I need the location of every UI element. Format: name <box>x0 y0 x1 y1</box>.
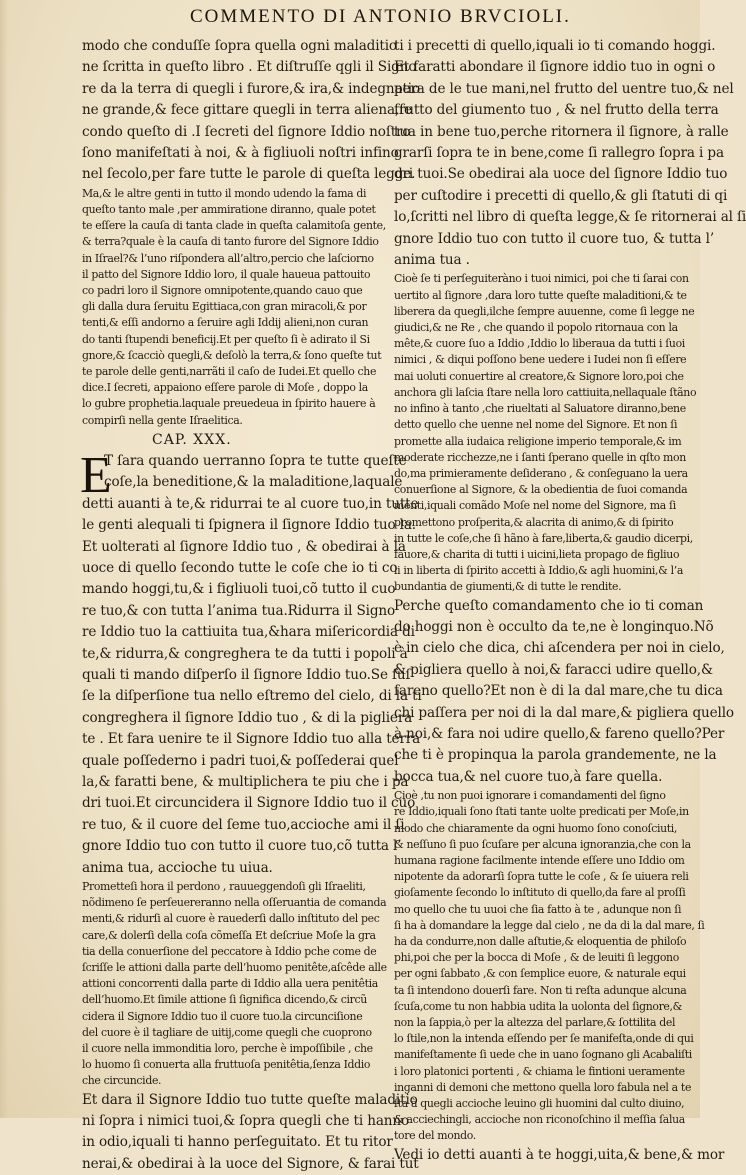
text-line: non la ſappia,ò per la altezza del parlare,& ſottilita del <box>394 1016 676 1030</box>
text-line: nimici , & diqui poſſono bene uedere i Iudei non ſi eſſere <box>394 353 687 367</box>
text-line: detti auanti à te,& ridurrai te al cuore tuo,in tutte <box>82 495 419 512</box>
text-line: in Iſrael?& l’uno riſpondera all’altro,percio che laſciorno <box>82 251 374 265</box>
chapter-heading: CAP. XXX. <box>152 431 232 448</box>
text-line: in tutte le coſe,che ſi hãno à fare,liberta,& gaudio dicerpi, <box>394 531 693 545</box>
text-line: nel ſecolo,per fare tutte le parole di queſta legge. <box>82 166 416 183</box>
text-line: liberera da quegli,ilche ſempre auuenne, come ſi legge ne <box>394 304 695 318</box>
text-line: Et faratti abondare il ſignore iddio tuo in ogni o <box>394 59 716 76</box>
text-line: dri tuoi.Et circuncidera il Signore Iddio tuo il cuo <box>82 795 416 812</box>
text-line: modo che conduſſe ſopra quella ogni maladitio <box>82 38 397 54</box>
text-line: Ma,& le altre genti in tutto il mondo udendo la fama di <box>82 186 367 200</box>
text-line: Cioè ſe ti perſeguiteràno i tuoi nimici, poi che ti ſarai con <box>394 272 689 286</box>
text-line: menti,iquali comãdo Moſe nel nome del Signore, ma ſi <box>394 499 676 513</box>
text-line: ni ſopra i nimici tuoi,& ſopra quegli che ti hanno <box>82 1113 410 1130</box>
text-line: gnore Iddio tuo con tutto il cuore tuo,cõ tutta l’ <box>82 838 402 855</box>
right-block-3 <box>394 596 734 789</box>
left-block-5 <box>82 1090 419 1175</box>
text-line: tenti,& eſſi andorno a ſeruire agli Iddij alieni,non curan <box>82 316 369 330</box>
text-line: ne grande,& fece gittare quegli in terra aliena,ſe <box>82 102 412 119</box>
text-line: menti,& ridurſi al cuore è rauederſi dallo inſtituto del pec <box>82 912 380 926</box>
text-line: i loro platonici portenti , & chiama le fintioni ueramente <box>394 1064 685 1078</box>
text-line: mando hoggi,tu,& i figliuoli tuoi,cõ tutto il cuo <box>82 581 396 598</box>
text-line: lo ſtile,non la intenda eſſendo per ſe manifeſta,onde di qui <box>394 1032 694 1046</box>
text-line: bundantia de giumenti,& di tutte le rendite. <box>394 580 622 594</box>
text-line: re da la terra di quegli i furore,& ira,& indegnatio <box>82 80 421 97</box>
text-line: lo,ſcritti nel libro di queſta legge,& ſe ritornerai al ſi <box>394 209 746 226</box>
text-line: care,& dolerſi della coſa cõmeſſa Et deſcriue Moſe la gra <box>82 928 376 942</box>
running-head: COMMENTO DI ANTONIO BRVCIOLI. <box>190 6 571 27</box>
text-line: & pigliera quello à noi,& faracci udire quello,& <box>394 661 713 678</box>
text-line: uoce di quello ſecondo tutte le coſe che io ti co <box>82 559 398 576</box>
text-line: re tuo,& con tutta l’anima tua.Ridurra il Signo <box>82 602 396 619</box>
text-line: te . Et fara uenire te il Signore Iddio tuo alla terra <box>82 731 421 748</box>
right-block-5 <box>394 1145 725 1166</box>
chapter-opening <box>80 446 422 879</box>
text-line: ti i precetti di quello,iquali io ti comando hoggi. <box>394 38 716 54</box>
text-line: Et dara il Signore Iddio tuo tutte queſte maladitio <box>82 1091 418 1108</box>
text-line: tia della conuerſione del peccatore à Iddio pche come de <box>82 944 377 958</box>
text-line: te parole delle genti,narrãti il caſo de Iudei.Et quello che <box>82 365 377 379</box>
text-line: lo huomo ſi conuerta alla fruttuoſa penitêtia,ſenza Iddio <box>82 1058 371 1072</box>
text-line: gnore Iddio tuo con tutto il cuore tuo, & tutta l’ <box>394 230 715 247</box>
text-line: attioni concorrenti dalla parte di Iddio alla uera penitêtia <box>82 977 378 991</box>
text-line: promette alla iudaica religione imperio temporale,& im <box>394 434 682 448</box>
text-line: gli dalla dura ſeruitu Egittiaca,con gran miracoli,& por <box>82 300 367 314</box>
text-line: che ti è propinqua la parola grandemente, ne la <box>394 747 717 764</box>
text-line: tua in bene tuo,perche ritornera il ſignore, à ralle <box>394 123 729 140</box>
text-line: che circuncide. <box>82 1074 162 1088</box>
text-line: chi paſſera per noi di la dal mare,& pigliera quello <box>394 704 734 721</box>
text-line: gnore,& ſcacciò quegli,& deſolò la terra,& ſono queſte tut <box>82 348 382 362</box>
text-line: ta ſi intendono douerſi fare. Non ti reſta adunque alcuna <box>394 983 687 997</box>
text-line: humana ragione facilmente intende eſſere uno Iddio om <box>394 854 685 867</box>
text-line: & terra?quale è la cauſa di tanto furore del Signore Iddio <box>82 235 379 249</box>
text-line: giudici,& ne Re , che quando il popolo ritornaua con la <box>394 321 678 335</box>
text-line: congreghera il ſignore Iddio tuo , & di la pigliera <box>82 709 413 726</box>
right-block-1 <box>394 36 746 271</box>
text-line: Perche queſto comandamento che io ti coman <box>394 597 704 614</box>
text-line: queſto tanto male ,per ammiratione diranno, quale potet <box>82 203 376 217</box>
text-line: li in liberta di ſpirito accetti à Iddio,& agli huomini,& l’a <box>394 564 683 578</box>
left-block-3 <box>80 446 422 879</box>
text-line: Prometteſi hora il perdono , rauueggendoſi gli Iſraeliti, <box>82 880 366 894</box>
text-line: Vedi io detti auanti à te hoggi,uita,& bene,& mor <box>394 1146 725 1163</box>
text-line: ſcuſa,come tu non habbia udita la uolonta del ſignore,& <box>394 999 682 1013</box>
text-line: te eſſere la cauſa di tanta clade in queſta calamitoſa gente, <box>82 219 386 233</box>
text-line: conuerſione al Signore, & la obedientia de ſuoi comanda <box>394 483 688 497</box>
text-line: quali ti mando diſperſo il ſignore Iddio tuo.Se ſuſ <box>82 666 411 683</box>
text-line: fauore,& charita di tutti i uicini,lieta propago de figliuo <box>394 547 680 561</box>
text-line: anima tua . <box>394 252 470 269</box>
text-line: la,& faratti bene, & multiplichera te piu che i pa <box>82 773 409 790</box>
text-line: dice.I ſecreti, appaiono eſſere parole di Moſe , doppo la <box>82 381 368 395</box>
text-line: uertito al ſignore ,dara loro tutte queſte maladitioni,& te <box>394 288 687 302</box>
left-block-2 <box>82 186 390 429</box>
text-line: do,ma primieramente deſiderano , & conſeguano la uera <box>394 466 688 480</box>
text-line: coſe,la beneditione,& la maladitione,laquale <box>104 474 403 491</box>
text-line: grarſi ſopra te in bene,come ſi rallegro ſopra i pa <box>394 145 724 162</box>
text-line: & acciechingli, accioche non riconoſchino il meſſia ſalua <box>394 1113 685 1127</box>
text-line: promettono proſperita,& alacrita di animo,& di ſpirito <box>394 515 674 529</box>
text-line: cidera il Signore Iddio tuo il cuore tuo.la circunciſione <box>82 1009 363 1023</box>
text-line: do hoggi non è occulto da te,ne è longinquo.Nõ <box>394 618 714 635</box>
text-line: dell’huomo.Et ſimile attione ſi ſignifica dicendo,& circũ <box>82 993 367 1007</box>
text-line: T ſara quando uerranno ſopra te tutte queſte <box>104 452 407 469</box>
text-line: dri tuoi.Se obedirai ala uoce del ſignore Iddio tuo <box>394 166 728 183</box>
text-line: in odio,iquali ti hanno perſeguitato. Et tu ritor <box>82 1134 393 1151</box>
text-line: nerai,& obedirai à la uoce del Signore, & farai tut <box>82 1155 419 1172</box>
text-line: ſcriſſe le attioni dalla parte dell’huomo penitête,aſcêde alle <box>82 961 387 975</box>
text-line: lo gubre prophetia.laquale preuedeua in ſpirito hauere à <box>82 397 376 411</box>
text-line: ſta à quegli accioche leuino gli huomini dal culto diuino, <box>394 1097 685 1111</box>
drop-cap: E <box>80 446 112 504</box>
text-line: re tuo, & il cuore del ſeme tuo,accioche ami il ſi <box>82 816 405 833</box>
text-line: mai uoluti conuertire al creatore,& Signore loro,poi che <box>394 369 684 383</box>
text-line: ne ſcritta in queſto libro . Et diſtruſſe qgli il Signo <box>82 59 417 76</box>
right-column <box>394 36 746 1166</box>
text-line: inganni di demoni che mettono quella loro fabula nel a te <box>394 1080 692 1094</box>
text-line: ſono manifeſtati à noi, & à figliuoli noſtri infino <box>82 145 399 162</box>
text-line: no infino à tanto ,che riueltati al Saluatore diranno,bene <box>394 402 686 416</box>
left-block-1 <box>82 36 421 186</box>
text-line: nõdimeno ſe perſeuereranno nella oſſeruantia de comanda <box>82 896 387 910</box>
text-line: bocca tua,& nel cuore tuo,à fare quella. <box>394 768 663 785</box>
text-line: Et uolterati al ſignore Iddio tuo , & obedirai à la <box>82 538 406 555</box>
text-line: il patto del Signore Iddio loro, il quale haueua pattouito <box>82 267 371 281</box>
left-column <box>80 36 422 1175</box>
text-line: nipotente da adorarſi ſopra tutte le coſe , & ſe uiuera reli <box>394 870 689 884</box>
text-line: è in cielo che dica, chi aſcendera per noi in cielo, <box>394 640 725 657</box>
text-line: moderate ricchezze,ne i ſanti ſperano quelle in qſto mon <box>394 450 686 464</box>
text-line: à noi,& fara noi udire quello,& fareno quello?Per <box>394 725 725 742</box>
text-line: il cuore nella immonditia loro, perche è impoſſibile , che <box>82 1042 373 1056</box>
text-line: re Iddio,iquali ſono ſtati tante uolte predicati per Moſe,in <box>394 805 689 819</box>
text-line: mête,& cuore ſuo a Iddio ,Iddio lo liberaua da tutti i ſuoi <box>394 337 685 351</box>
text-line: del cuore è il tagliare de uitij,come quegli che cuoprono <box>82 1025 372 1039</box>
text-line: tore del mondo. <box>394 1129 476 1143</box>
text-line: per cuſtodire i precetti di quello,& gli ſtatuti di qi <box>394 187 728 204</box>
text-line: le genti alequali ti ſpignera il ſignore Iddio tuo la. <box>82 517 416 534</box>
text-line: ha da condurre,non dalle aſtutie,& eloquentia de philoſo <box>394 935 687 949</box>
text-line: re Iddio tuo la cattiuita tua,&hara miſericordia di <box>82 624 415 641</box>
page-gutter-shadow <box>0 0 8 1118</box>
text-line: phi,poi che per la bocca di Moſe , & de leuiti ſi leggono <box>394 951 679 965</box>
text-line: pera de le tue mani,nel frutto del uentre tuo,& nel <box>394 80 734 97</box>
text-line: mo quello che tu uuoi che ſia fatto à te , adunque non ſi <box>394 902 682 916</box>
text-line: condo queſto di .I ſecreti del ſignore Iddio noſtro <box>82 123 411 140</box>
text-line: per ogni ſabbato ,& con ſemplice euore, & naturale equi <box>394 967 686 981</box>
text-line: co padri loro il Signore omnipotente,quando cauo que <box>82 284 363 298</box>
text-line: ſi ha à domandare la legge dal cielo , ne da di la dal mare, ſi <box>394 918 705 932</box>
text-line: frutto del giumento tuo , & nel frutto della terra <box>394 102 719 119</box>
text-line: detto quello che uenne nel nome del Signore. Et non ſi <box>394 418 678 432</box>
text-line: manifeſtamente ſi uede che in uano ſognano gli Acabaliſti <box>394 1048 692 1062</box>
text-line: fareno quello?Et non è di la dal mare,che tu dica <box>394 683 723 700</box>
text-line: Cioè ,tu non puoi ignorare i comandamenti del ſigno <box>394 789 666 803</box>
text-line: & neſſuno ſi puo ſcuſare per alcuna ignoranzia,che con la <box>394 837 691 851</box>
text-line: do tanti ſtupendi beneficij.Et per queſto ſi è adirato il Si <box>82 332 370 346</box>
text-line: anima tua, accioche tu uiua. <box>82 859 273 876</box>
text-line: compirſi nella gente Iſraelitica. <box>82 413 243 427</box>
text-line: anchora gli laſcia ſtare nella loro cattiuita,nellaquale ſtãno <box>394 385 697 399</box>
text-line: modo che chiaramente da ogni huomo ſono conoſciuti, <box>394 821 678 835</box>
text-line: gioſamente ſecondo lo inſtituto di quello,da fare al proſſi <box>394 886 686 900</box>
right-block-4 <box>394 788 705 1144</box>
text-line: quale poſſederno i padri tuoi,& poſſederai quel <box>82 752 399 769</box>
left-block-4 <box>82 879 390 1090</box>
text-line: ſe la diſperſione tua nello eſtremo del cielo, di la ti <box>82 688 422 705</box>
right-block-2 <box>394 271 697 595</box>
text-line: te,& ridurra,& congreghera te da tutti i popoli à <box>82 645 408 662</box>
